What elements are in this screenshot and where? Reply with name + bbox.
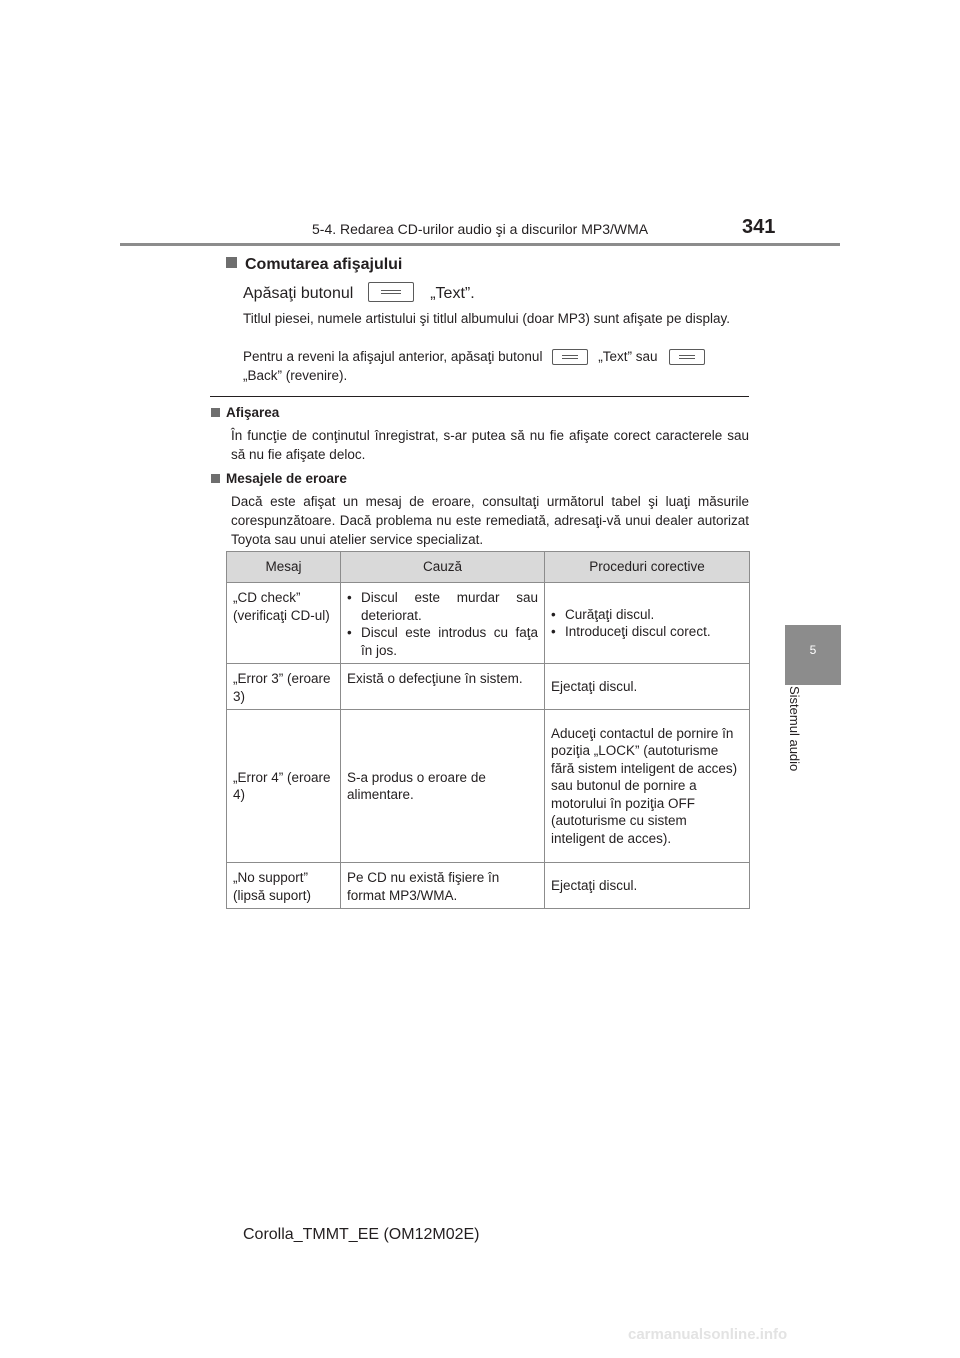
return-text-middle: „Text” sau (598, 349, 658, 364)
list-item: • Discul este introdus cu faţa în jos. (347, 624, 538, 659)
cause-cell: S-a produs o eroare de alimentare. (341, 710, 545, 863)
square-bullet-icon (211, 474, 220, 483)
header-rule (120, 243, 840, 246)
info-paragraph: Titlul piesei, numele artistului şi titlul albumului (doar MP3) sunt afişate pe display. (243, 311, 730, 326)
note-heading-display (211, 405, 279, 420)
return-paragraph (243, 347, 748, 385)
note-heading-errors (211, 471, 347, 486)
table-header-row (227, 552, 750, 583)
back-button-icon (669, 349, 705, 365)
list-item: • Introduceţi discul corect. (551, 623, 743, 641)
cause-cell: Pe CD nu există fişiere în format MP3/WMA. (341, 863, 545, 909)
running-header: 5-4. Redarea CD-urilor audio şi a discurilor MP3/WMA (312, 221, 649, 237)
column-header-cause: Cauză (341, 552, 545, 583)
text-button-icon (552, 349, 588, 365)
cause-cell: Există o defecţiune în sistem. (341, 664, 545, 710)
page-number: 341 (742, 216, 776, 238)
action-cell: Ejectaţi discul. (545, 863, 750, 909)
table-row (227, 710, 750, 863)
note-text-display: În funcţie de conţinutul înregistrat, s-ar putea să nu fie afişate corect caracterele sau să nu fie afişate deloc. (231, 428, 749, 462)
action-cell (545, 583, 750, 664)
message-cell: „Error 3” (eroare 3) (227, 664, 341, 710)
note-title: Mesajele de eroare (226, 471, 347, 486)
column-header-message: Mesaj (227, 552, 341, 583)
action-cell: Aduceţi contactul de pornire în poziţia „LOCK” (autoturisme fără sistem inteligent de acces) sau butonul de pornire a motorului în poziţia OFF (autoturisme cu sistem inteligent de acces). (545, 710, 750, 863)
watermark: carmanualsonline.info (628, 1326, 788, 1343)
document-footer: Corolla_TMMT_EE (OM12M02E) (243, 1226, 480, 1243)
table-row (227, 583, 750, 664)
return-text: Pentru a reveni la afişajul anterior, apăsaţi butonul (243, 349, 543, 364)
square-bullet-icon (211, 408, 220, 417)
message-cell: „Error 4” (eroare 4) (227, 710, 341, 863)
table-row (227, 863, 750, 909)
cause-cell (341, 583, 545, 664)
text-button-icon (368, 282, 414, 302)
square-bullet-icon (226, 257, 237, 268)
table-row (227, 664, 750, 710)
chapter-number: 5 (809, 643, 817, 657)
instruction-text-end: „Text”. (430, 285, 475, 302)
note-text-errors: Dacă este afişat un mesaj de eroare, consultaţi următorul tabel şi luaţi măsurile corespunzătoare. Dacă problema nu este remediată, adresaţi-vă unui dealer autorizat Toyota sau unui atelier service specializat. (231, 494, 749, 547)
list-item: • Discul este murdar sau deteriorat. (347, 589, 538, 624)
instruction-text: Apăsaţi butonul (243, 285, 354, 302)
error-messages-table (226, 551, 750, 909)
message-cell: „No support” (lipsă suport) (227, 863, 341, 909)
list-item: • Curăţaţi discul. (551, 606, 743, 624)
instruction-line (243, 282, 475, 303)
message-cell: „CD check” (verificaţi CD-ul) (227, 583, 341, 664)
section-heading (226, 256, 402, 274)
return-text-end: „Back” (revenire). (243, 368, 348, 383)
action-cell: Ejectaţi discul. (545, 664, 750, 710)
chapter-label: Sistemul audio (787, 686, 802, 772)
note-title: Afişarea (226, 405, 280, 420)
section-title: Comutarea afişajului (245, 256, 403, 273)
section-divider (210, 396, 749, 397)
column-header-action: Proceduri corective (545, 552, 750, 583)
